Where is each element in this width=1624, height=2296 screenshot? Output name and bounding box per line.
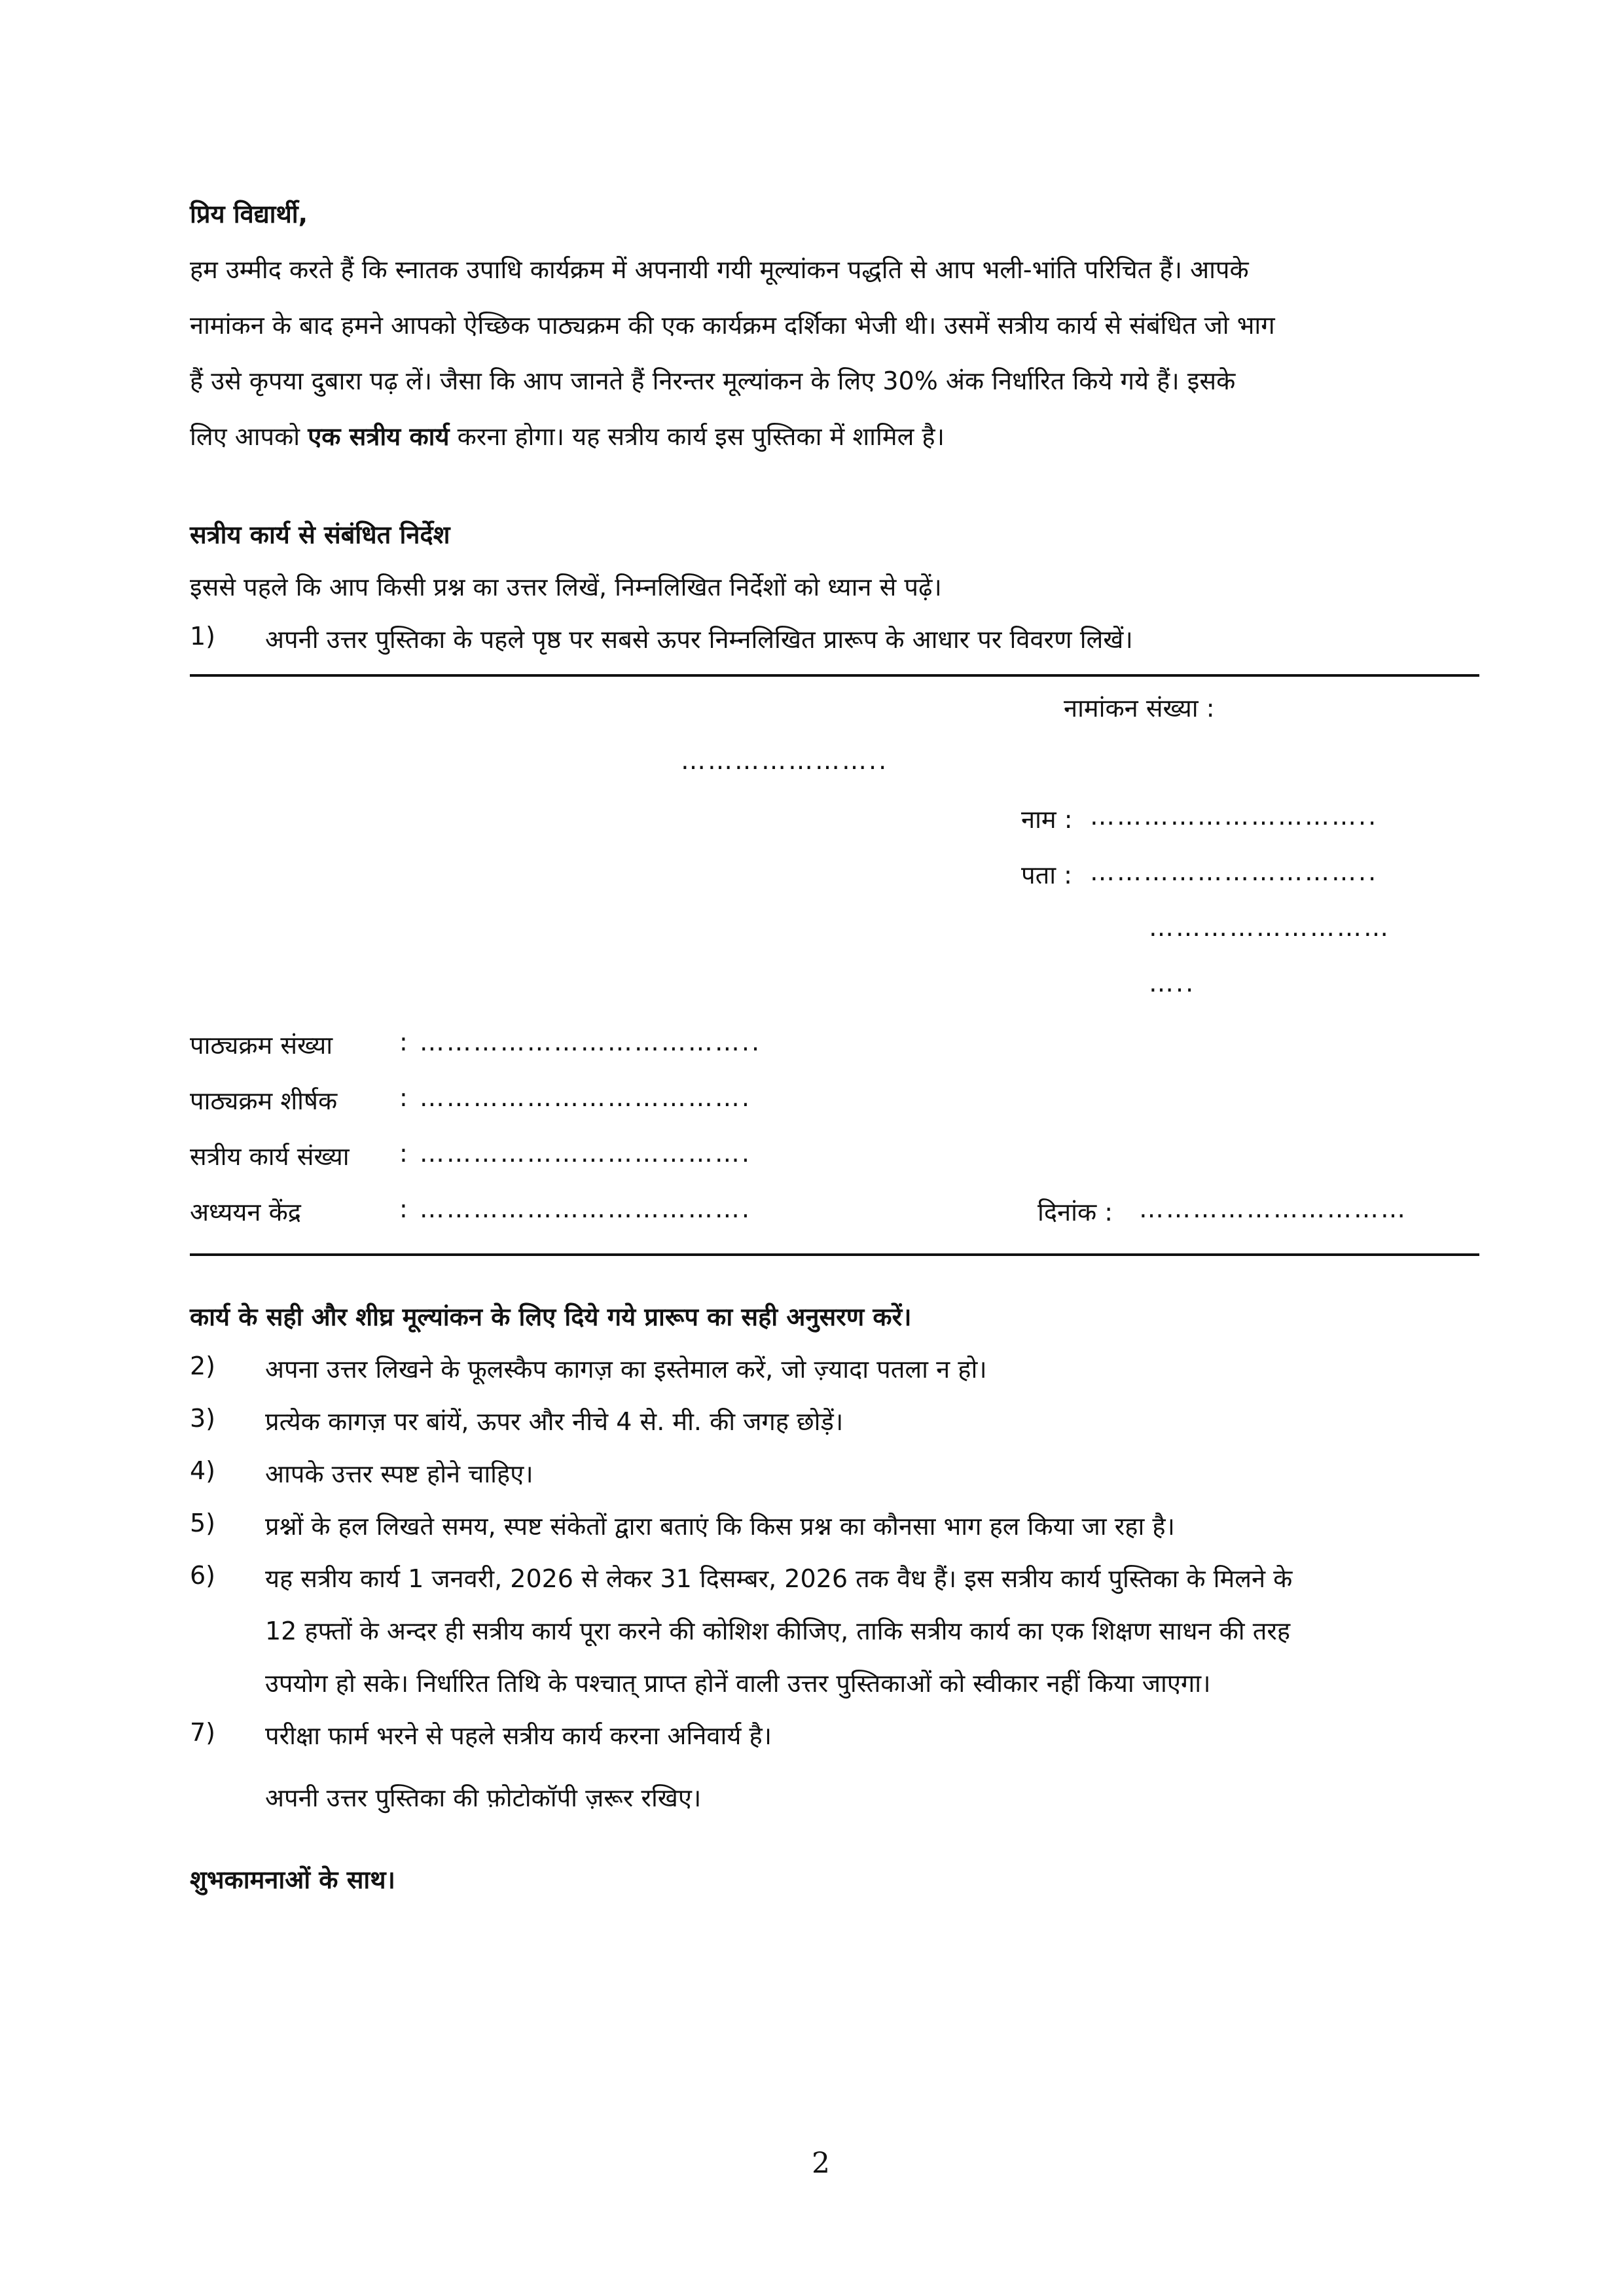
address-dots-1: …………………………..	[1090, 857, 1379, 886]
instruction-item-7	[0, 1718, 1624, 1751]
name-dots: …………………………..	[1090, 802, 1379, 831]
form-top-rule	[190, 674, 1479, 677]
item-text: 12 हफ्तों के अन्दर ही सत्रीय कार्य पूरा करने की कोशिश कीजिए, ताकि सत्रीय कार्य का एक शिक्षण साधन की तरह	[265, 1617, 1291, 1645]
enrolment-label: नामांकन संख्या :	[1064, 694, 1215, 723]
address-dots-3: …..	[1149, 969, 1196, 997]
instruction-item-3	[0, 1404, 1624, 1437]
enrolment-dots: …………………..	[681, 746, 889, 775]
item-number: 5)	[190, 1509, 216, 1537]
item-text: अपना उत्तर लिखने के फूलस्कैप कागज़ का इस्तेमाल करें, जो ज़्यादा पतला न हो।	[265, 1355, 987, 1384]
item-text: प्रश्नों के हल लिखते समय, स्पष्ट संकेतों द्वारा बताएं कि किस प्रश्न का कौनसा भाग हल किया जा रहा है।	[265, 1512, 1175, 1541]
item-text: अपनी उत्तर पुस्तिका के पहले पृष्ठ पर सबसे ऊपर निम्नलिखित प्रारूप के आधार पर विवरण लिखें।	[265, 625, 1133, 654]
instruction-item-4	[0, 1456, 1624, 1489]
photocopy-note: अपनी उत्तर पुस्तिका की फ़ोटोकॉपी ज़रूर रखिए।	[265, 1784, 702, 1812]
course-code-label: पाठ्यक्रम संख्या	[190, 1031, 333, 1060]
course-title-label: पाठ्यक्रम शीर्षक	[190, 1086, 338, 1115]
instruction-item-2	[0, 1352, 1624, 1384]
instruction-item-6-cont-2	[0, 1666, 1624, 1698]
instructions-lead: इससे पहले कि आप किसी प्रश्न का उत्तर लिखें, निम्नलिखित निर्देशों को ध्यान से पढ़ें।	[190, 573, 942, 601]
intro-line-4-post: करना होगा। यह सत्रीय कार्य इस पुस्तिका में शामिल है।	[449, 422, 945, 451]
item-number: 2)	[190, 1352, 216, 1380]
item-text: आपके उत्तर स्पष्ट होने चाहिए।	[265, 1460, 533, 1488]
address-label: पता :	[1021, 861, 1072, 889]
form-bottom-rule	[190, 1253, 1479, 1256]
name-label: नाम :	[1021, 805, 1073, 834]
course-code-dots: : ………………………………..	[399, 1028, 762, 1056]
item-number: 3)	[190, 1404, 216, 1433]
page-number: 2	[812, 2147, 830, 2180]
intro-line-4-pre: लिए आपको	[190, 422, 308, 451]
greeting: प्रिय विद्यार्थी,	[190, 200, 308, 228]
assignment-code-dots: : ……………………………….	[399, 1139, 751, 1168]
item-text: उपयोग हो सके। निर्धारित तिथि के पश्चात् प्राप्त होनें वाली उत्तर पुस्तिकाओं को स्वीकार नहीं किया जाएगा।	[265, 1669, 1211, 1698]
instruction-item-6-cont-1	[0, 1613, 1624, 1646]
course-title-dots: : ……………………………….	[399, 1083, 751, 1112]
item-text: यह सत्रीय कार्य 1 जनवरी, 2026 से लेकर 31 दिसम्बर, 2026 तक वैध हैं। इस सत्रीय कार्य पुस्तिका के मिलने के	[265, 1564, 1293, 1593]
item-number: 7)	[190, 1718, 216, 1747]
instructions-heading: सत्रीय कार्य से संबंधित निर्देश	[190, 520, 450, 549]
date-label: दिनांक :	[1038, 1198, 1113, 1227]
item-number: 4)	[190, 1456, 216, 1485]
instruction-item-1	[0, 622, 1624, 655]
assignment-code-label: सत्रीय कार्य संख्या	[190, 1142, 350, 1171]
closing: शुभकामनाओं के साथ।	[190, 1865, 395, 1894]
study-centre-dots: : ……………………………….	[399, 1194, 751, 1223]
intro-line-4	[190, 419, 945, 453]
intro-line-2: नामांकन के बाद हमने आपको ऐच्छिक पाठ्यक्रम की एक कार्यक्रम दर्शिका भेजी थी। उसमें सत्रीय कार्य से संबंधित जो भाग	[190, 311, 1275, 340]
follow-format-heading: कार्य के सही और शीघ्र मूल्यांकन के लिए दिये गये प्रारूप का सही अनुसरण करें।	[190, 1302, 912, 1331]
item-number: 1)	[190, 622, 216, 651]
address-dots-2: ………………………	[1149, 913, 1390, 942]
study-centre-label: अध्ययन केंद्र	[190, 1198, 301, 1227]
item-text: परीक्षा फार्म भरने से पहले सत्रीय कार्य करना अनिवार्य है।	[265, 1721, 772, 1750]
date-dots: …………………………	[1139, 1194, 1407, 1223]
item-number: 6)	[190, 1561, 216, 1590]
instruction-item-5	[0, 1509, 1624, 1541]
item-text: प्रत्येक कागज़ पर बांयें, ऊपर और नीचे 4 से. मी. की जगह छोड़ें।	[265, 1407, 844, 1436]
intro-line-1: हम उम्मीद करते हैं कि स्नातक उपाधि कार्यक्रम में अपनायी गयी मूल्यांकन पद्धति से आप भली-भांति परिचित हैं। आपके	[190, 255, 1249, 284]
intro-line-4-bold: एक सत्रीय कार्य	[308, 422, 450, 451]
intro-line-3: हैं उसे कृपया दुबारा पढ़ लें। जैसा कि आप जानते हैं निरन्तर मूल्यांकन के लिए 30% अंक निर्धारित किये गये हैं। इसके	[190, 367, 1236, 395]
instruction-item-6	[0, 1561, 1624, 1594]
